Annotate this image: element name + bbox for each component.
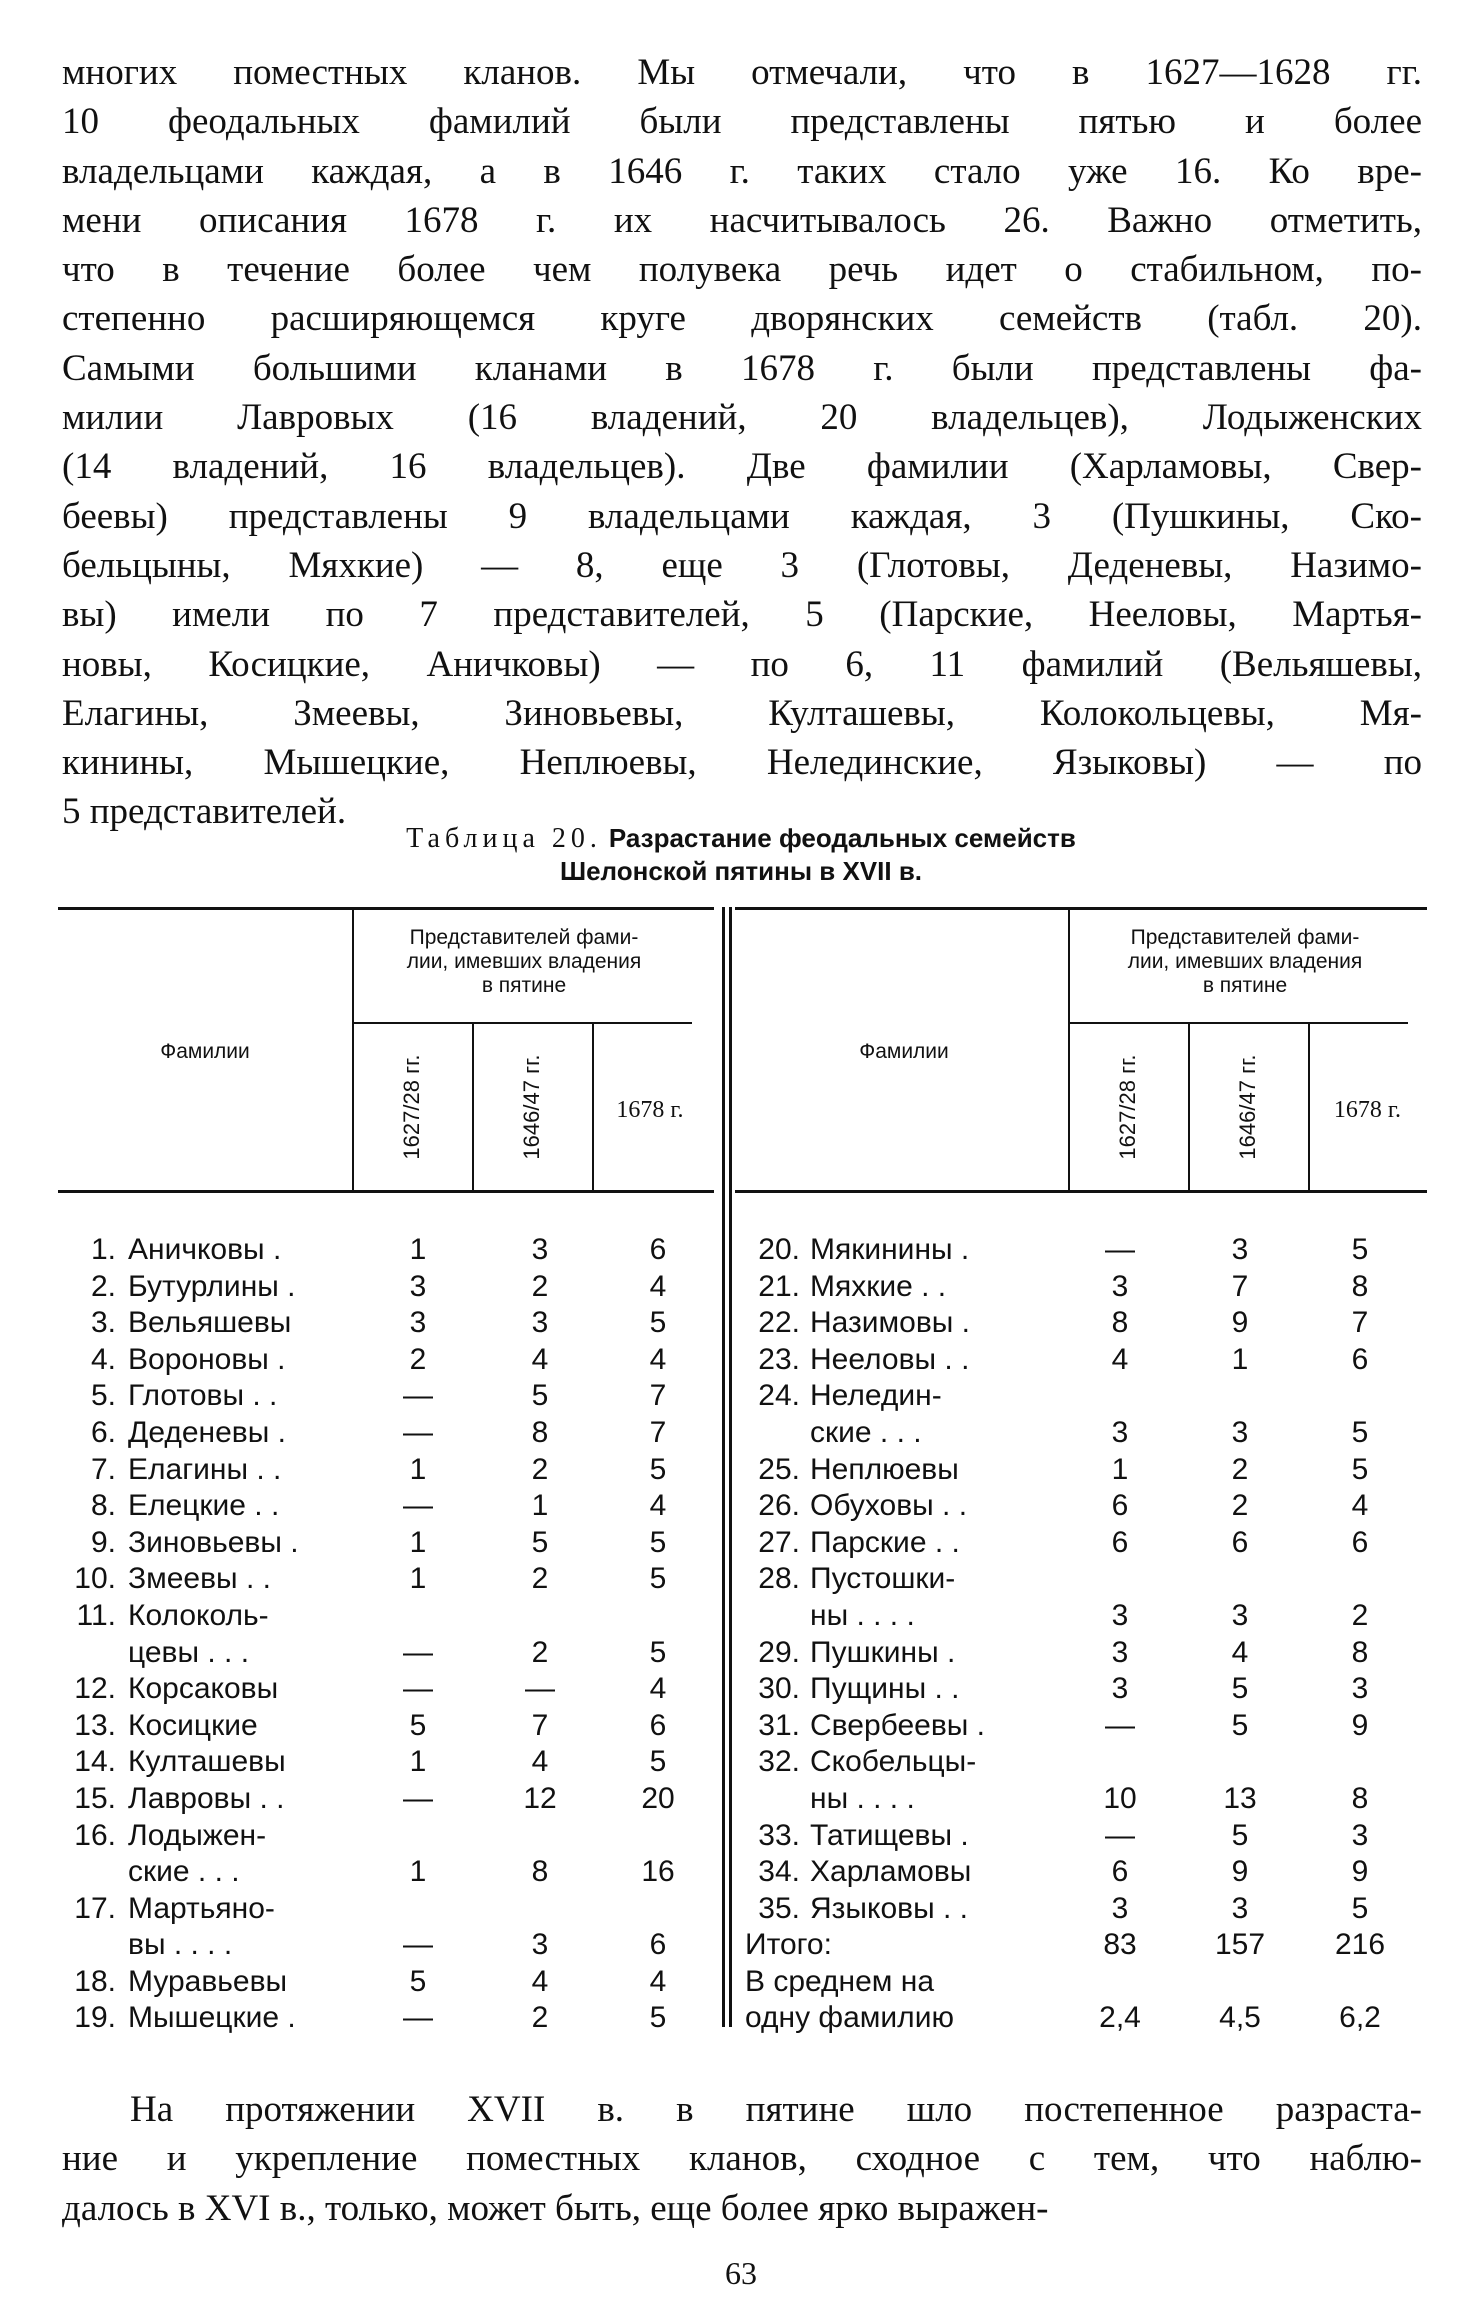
family-name: Итого: <box>745 1928 832 1962</box>
family-name: Харламовы <box>810 1855 972 1889</box>
table-row <box>58 1964 718 2001</box>
family-name: Обуховы . . <box>810 1489 968 1523</box>
row-number: 14. <box>74 1745 116 1779</box>
family-name: Парские . . <box>810 1525 960 1559</box>
table-row <box>58 1781 718 1818</box>
value-cell: 1 <box>409 1452 427 1486</box>
family-name: Мякинины . <box>810 1233 970 1266</box>
value-cell: 5 <box>649 2001 667 2035</box>
value-cell: — <box>403 2001 433 2035</box>
header-family: Фамилии <box>859 1040 949 1063</box>
value-cell: 7 <box>1351 1306 1369 1340</box>
family-name: Колоколь- <box>128 1598 269 1632</box>
table-row <box>745 1818 1425 1855</box>
family-name: Пушкины . <box>810 1635 956 1669</box>
value-cell: 1 <box>409 1745 427 1779</box>
row-number: 27. <box>758 1525 800 1559</box>
value-cell: 1 <box>409 1233 427 1266</box>
value-cell: 4 <box>531 1745 549 1779</box>
value-cell: — <box>403 1379 433 1413</box>
table-body-right <box>745 1232 1425 2037</box>
table-divider <box>729 907 732 2027</box>
table-row <box>745 1378 1425 1415</box>
family-name: Глотовы . . <box>128 1379 278 1413</box>
text-line: что в течение более чем полувека речь идет о стабильном, по- <box>62 249 1422 291</box>
caption-title-1: Разрастание феодальных семейств <box>608 823 1076 853</box>
value-cell: 4 <box>649 1342 667 1376</box>
value-cell: 5 <box>649 1745 667 1779</box>
value-cell: 5 <box>649 1306 667 1340</box>
value-cell: 10 <box>1103 1781 1137 1815</box>
table-row <box>58 1818 718 1855</box>
family-name: Корсаковы <box>128 1672 279 1706</box>
table-row <box>745 1854 1425 1891</box>
text-line: владельцами каждая, а в 1646 г. таких стало уже 16. Ко вре- <box>62 150 1422 192</box>
row-number: 16. <box>74 1818 116 1852</box>
row-number: 26. <box>758 1489 800 1523</box>
value-cell: 1 <box>409 1562 427 1596</box>
value-cell: 6 <box>1111 1525 1129 1559</box>
value-cell: 3 <box>409 1269 427 1303</box>
value-cell: 8 <box>1351 1269 1369 1303</box>
row-number: 7. <box>90 1452 116 1486</box>
value-cell: 8 <box>1111 1306 1129 1340</box>
value-cell: 9 <box>1231 1306 1249 1340</box>
value-cell: 5 <box>649 1635 667 1669</box>
text-line: многих поместных кланов. Мы отмечали, что в 1627—1628 гг. <box>62 52 1422 93</box>
row-number: 6. <box>90 1415 116 1449</box>
family-name: Вороновы . <box>128 1342 286 1376</box>
header-bottom-rule-right <box>735 1190 1427 1193</box>
row-number: 4. <box>90 1342 116 1376</box>
table-row <box>58 1891 718 1928</box>
table-row <box>58 1378 718 1415</box>
family-name: ны . . . . <box>810 1781 915 1815</box>
value-cell: 5 <box>1351 1233 1369 1266</box>
row-number: 10. <box>74 1562 116 1596</box>
value-cell: 216 <box>1334 1928 1386 1962</box>
table-row <box>745 1781 1425 1818</box>
value-cell: 83 <box>1103 1928 1137 1962</box>
value-cell: 3 <box>409 1306 427 1340</box>
value-cell: 3 <box>1111 1415 1129 1449</box>
paragraph-2 <box>62 2085 1422 2233</box>
value-cell: 2 <box>531 2001 549 2035</box>
value-cell: 6 <box>649 1233 667 1266</box>
text-line: степенно расширяющемся круге дворянских семейств (табл. 20). <box>62 298 1422 340</box>
row-number: 2. <box>90 1269 116 1303</box>
header-group-rule <box>1068 1022 1408 1024</box>
value-cell: 5 <box>1351 1415 1369 1449</box>
value-cell: 5 <box>1231 1818 1249 1852</box>
value-cell: 3 <box>531 1928 549 1962</box>
family-name: Змеевы . . <box>128 1562 271 1596</box>
value-cell: 4 <box>649 1489 667 1523</box>
value-cell: 5 <box>649 1525 667 1559</box>
caption-prefix: Таблица 20. <box>406 823 602 854</box>
row-number: 11. <box>76 1598 116 1632</box>
table-row <box>58 1232 718 1269</box>
value-cell: — <box>403 1672 433 1706</box>
table-caption <box>0 822 1482 888</box>
value-cell: 1 <box>1111 1452 1129 1486</box>
value-cell: 2 <box>531 1562 549 1596</box>
value-cell: 6 <box>1111 1489 1129 1523</box>
family-name: Деденевы . <box>128 1415 286 1449</box>
table-row <box>58 1708 718 1745</box>
table-row <box>745 1305 1425 1342</box>
family-name: Вельяшевы <box>128 1306 292 1340</box>
family-name: Мартьяно- <box>128 1891 275 1925</box>
text-line: Елагины, Змеевы, Зиновьевы, Култашевы, Колокольцевы, Мя- <box>62 692 1422 734</box>
row-number: 17. <box>74 1891 116 1925</box>
value-cell: 5 <box>531 1525 549 1559</box>
header-group-line: в пятине <box>1202 974 1288 997</box>
row-number: 20. <box>758 1233 800 1266</box>
family-name: Мяхкие . . <box>810 1269 947 1303</box>
value-cell: — <box>525 1672 555 1706</box>
value-cell: 2,4 <box>1099 2001 1141 2035</box>
row-number: 23. <box>758 1342 800 1376</box>
value-cell: 5 <box>1351 1891 1369 1925</box>
value-cell: 9 <box>1351 1855 1369 1889</box>
table-row <box>745 1269 1425 1306</box>
value-cell: — <box>403 1928 433 1962</box>
family-name: ны . . . . <box>810 1598 915 1632</box>
header-group <box>354 926 694 998</box>
table-row <box>745 1671 1425 1708</box>
value-cell: 2 <box>531 1635 549 1669</box>
family-name: Елецкие . . <box>128 1489 280 1523</box>
value-cell: 8 <box>1351 1781 1369 1815</box>
table-body-left <box>58 1232 718 2037</box>
value-cell: 4 <box>1231 1635 1249 1669</box>
value-cell: — <box>403 1415 433 1449</box>
value-cell: 6 <box>649 1928 667 1962</box>
value-cell: — <box>403 1781 433 1815</box>
header-group-line: в пятине <box>481 974 567 997</box>
value-cell: 4 <box>1351 1489 1369 1523</box>
row-number: 22. <box>758 1306 800 1340</box>
value-cell: 5 <box>409 1964 427 1998</box>
value-cell: 4 <box>531 1342 549 1376</box>
value-cell: 9 <box>1231 1855 1249 1889</box>
value-cell: 4 <box>649 1672 667 1706</box>
value-cell: 20 <box>641 1781 675 1815</box>
family-name: Татищевы . <box>810 1818 969 1852</box>
table-row <box>58 1635 718 1672</box>
family-name: Пущины . . <box>810 1672 960 1706</box>
row-number: 1. <box>90 1233 116 1266</box>
value-cell: 12 <box>523 1781 557 1815</box>
value-cell: 3 <box>1111 1269 1129 1303</box>
value-cell: 6 <box>1351 1525 1369 1559</box>
family-name: В среднем на <box>745 1964 935 1998</box>
table-row <box>745 1964 1425 2001</box>
value-cell: 6 <box>1231 1525 1249 1559</box>
table-row <box>745 1525 1425 1562</box>
family-name: Муравьевы <box>128 1964 288 1998</box>
value-cell: 8 <box>1351 1635 1369 1669</box>
table-row <box>745 2000 1425 2037</box>
value-cell: — <box>1105 1818 1135 1852</box>
table-row <box>58 1342 718 1379</box>
text-line: 5 представителей. <box>62 791 347 833</box>
value-cell: — <box>403 1489 433 1523</box>
value-cell: 9 <box>1351 1708 1369 1742</box>
value-cell: 3 <box>531 1233 549 1266</box>
table-row <box>58 1598 718 1635</box>
value-cell: 7 <box>649 1415 667 1449</box>
text-line: беевы) представлены 9 владельцами каждая, 3 (Пушкины, Ско- <box>62 495 1422 537</box>
text-line: далось в XVI в., только, может быть, еще более ярко выражен- <box>62 2187 1049 2229</box>
value-cell: 5 <box>409 1708 427 1742</box>
value-cell: 3 <box>1351 1672 1369 1706</box>
value-cell: 5 <box>649 1452 667 1486</box>
family-name: Нееловы . . <box>810 1342 970 1376</box>
family-name: ские . . . <box>810 1415 922 1449</box>
table-row <box>58 1305 718 1342</box>
value-cell: 8 <box>531 1855 549 1889</box>
value-cell: 6,2 <box>1339 2001 1381 2035</box>
header-group-line: Представителей фами- <box>1130 926 1360 949</box>
text-line: ние и укрепление поместных кланов, сходное с тем, что наблю- <box>62 2138 1422 2180</box>
row-number: 35. <box>758 1891 800 1925</box>
row-number: 29. <box>758 1635 800 1669</box>
value-cell: 7 <box>531 1708 549 1742</box>
header-family: Фамилии <box>160 1040 250 1063</box>
value-cell: 6 <box>1351 1342 1369 1376</box>
table-row <box>58 2000 718 2037</box>
family-name: Зиновьевы . <box>128 1525 299 1559</box>
text-line: На протяжении XVII в. в пятине шло постепенное разраста- <box>130 2089 1422 2130</box>
family-name: Пустошки- <box>810 1562 956 1596</box>
family-name: Култашевы <box>128 1745 286 1779</box>
text-line: 10 феодальных фамилий были представлены пятью и более <box>62 101 1422 143</box>
table-row <box>745 1452 1425 1489</box>
table-row <box>745 1635 1425 1672</box>
value-cell: 13 <box>1223 1781 1257 1815</box>
value-cell: 3 <box>1111 1598 1129 1632</box>
header-year-3: 1678 г. <box>1333 1097 1402 1123</box>
value-cell: 8 <box>531 1415 549 1449</box>
header-bottom-rule-left <box>58 1190 714 1193</box>
text-line: (14 владений, 16 владельцев). Две фамилии (Харламовы, Свер- <box>62 446 1422 488</box>
value-cell: 4 <box>649 1269 667 1303</box>
family-name: Бутурлины . <box>128 1269 296 1303</box>
value-cell: 3 <box>1231 1598 1249 1632</box>
family-name: Елагины . . <box>128 1452 282 1486</box>
value-cell: 4 <box>649 1964 667 1998</box>
family-name: Назимовы . <box>810 1306 971 1340</box>
row-number: 13. <box>74 1708 116 1742</box>
family-name: Неледин- <box>810 1379 942 1413</box>
table-row <box>745 1708 1425 1745</box>
row-number: 15. <box>74 1781 116 1815</box>
value-cell: 3 <box>1111 1672 1129 1706</box>
value-cell: 1 <box>531 1489 549 1523</box>
family-name: Языковы . . <box>810 1891 968 1925</box>
value-cell: 5 <box>1351 1452 1369 1486</box>
table-row <box>745 1891 1425 1928</box>
table-row <box>58 1525 718 1562</box>
value-cell: — <box>1105 1708 1135 1742</box>
family-name: Неплюевы <box>810 1452 959 1486</box>
text-line: кинины, Мышецкие, Неплюевы, Нелединские, Языковы) — по <box>62 742 1422 784</box>
header-year-2: 1646/47 гг. <box>519 1054 544 1160</box>
header-year-1: 1627/28 гг. <box>399 1054 424 1160</box>
table-row <box>745 1598 1425 1635</box>
text-line: бельцыны, Мяхкие) — 8, еще 3 (Глотовы, Деденевы, Назимо- <box>62 544 1422 586</box>
family-name: Аничковы . <box>128 1233 282 1266</box>
header-group-rule <box>352 1022 692 1024</box>
row-number: 33. <box>758 1818 800 1852</box>
value-cell: 1 <box>409 1855 427 1889</box>
value-cell: 3 <box>1111 1635 1129 1669</box>
table-row <box>58 1561 718 1598</box>
page-number: 63 <box>725 2255 757 2291</box>
value-cell: — <box>1105 1233 1135 1266</box>
family-name: Скобельцы- <box>810 1745 977 1779</box>
value-cell: 3 <box>1231 1891 1249 1925</box>
value-cell: 2 <box>1231 1452 1249 1486</box>
table-row <box>58 1671 718 1708</box>
value-cell: 7 <box>1231 1269 1249 1303</box>
header-group-line: Представителей фами- <box>409 926 639 949</box>
table-divider <box>722 907 725 2027</box>
value-cell: 6 <box>649 1708 667 1742</box>
header-year-2: 1646/47 гг. <box>1235 1054 1260 1160</box>
value-cell: 3 <box>1111 1891 1129 1925</box>
family-name: Косицкие <box>128 1708 258 1742</box>
row-number: 34. <box>758 1855 800 1889</box>
header-vline <box>1188 1024 1190 1190</box>
value-cell: 2 <box>531 1269 549 1303</box>
table-row <box>745 1744 1425 1781</box>
row-number: 5. <box>90 1379 116 1413</box>
value-cell: 16 <box>641 1855 675 1889</box>
value-cell: 1 <box>409 1525 427 1559</box>
header-vline <box>472 1024 474 1190</box>
value-cell: 2 <box>1351 1598 1369 1632</box>
value-cell: 3 <box>1231 1415 1249 1449</box>
family-name: ские . . . <box>128 1855 240 1889</box>
value-cell: 5 <box>531 1379 549 1413</box>
table-row <box>745 1561 1425 1598</box>
row-number: 31. <box>758 1708 800 1742</box>
table-row <box>58 1488 718 1525</box>
header-group-line: лии, имевших владения <box>406 950 642 973</box>
family-name: Лавровы . . <box>128 1781 285 1815</box>
table-row <box>58 1415 718 1452</box>
row-number: 12. <box>74 1672 116 1706</box>
header-year-3: 1678 г. <box>616 1097 684 1123</box>
table-row <box>58 1854 718 1891</box>
table-row <box>58 1744 718 1781</box>
value-cell: 3 <box>1231 1233 1249 1266</box>
value-cell: — <box>403 1635 433 1669</box>
value-cell: 7 <box>649 1379 667 1413</box>
header-group <box>1070 926 1420 998</box>
row-number: 30. <box>758 1672 800 1706</box>
row-number: 28. <box>758 1562 800 1596</box>
value-cell: 3 <box>531 1306 549 1340</box>
row-number: 9. <box>90 1525 116 1559</box>
table-row <box>58 1269 718 1306</box>
paragraph-1 <box>62 48 1422 837</box>
value-cell: 6 <box>1111 1855 1129 1889</box>
row-number: 3. <box>90 1306 116 1340</box>
value-cell: 4 <box>531 1964 549 1998</box>
row-number: 32. <box>758 1745 800 1779</box>
value-cell: 4,5 <box>1219 2001 1261 2035</box>
value-cell: 3 <box>1351 1818 1369 1852</box>
row-number: 19. <box>74 2001 116 2035</box>
table-row <box>745 1342 1425 1379</box>
row-number: 25. <box>758 1452 800 1486</box>
text-line: новы, Косицкие, Аничковы) — по 6, 11 фамилий (Вельяшевы, <box>62 643 1422 685</box>
caption-title-2: Шелонской пятины в XVII в. <box>559 856 923 886</box>
value-cell: 2 <box>1231 1489 1249 1523</box>
table-top-rule-left <box>58 907 714 910</box>
text-line: милии Лавровых (16 владений, 20 владельцев), Лодыженских <box>62 397 1422 439</box>
family-name: одну фамилию <box>745 2001 954 2035</box>
text-line: вы) имели по 7 представителей, 5 (Парские, Нееловы, Мартья- <box>62 594 1422 636</box>
value-cell: 2 <box>531 1452 549 1486</box>
table-row <box>745 1927 1425 1964</box>
header-group-line: лии, имевших владения <box>1127 950 1363 973</box>
family-name: цевы . . . <box>128 1635 250 1669</box>
value-cell: 2 <box>409 1342 427 1376</box>
family-name: вы . . . . <box>128 1928 233 1962</box>
table-row <box>745 1232 1425 1269</box>
value-cell: 157 <box>1214 1928 1266 1962</box>
family-name: Лодыжен- <box>128 1818 267 1852</box>
value-cell: 5 <box>649 1562 667 1596</box>
table-top-rule-right <box>735 907 1427 910</box>
value-cell: 4 <box>1111 1342 1129 1376</box>
text-line: мени описания 1678 г. их насчитывалось 26. Важно отметить, <box>62 199 1422 241</box>
family-name: Мышецкие . <box>128 2001 296 2035</box>
row-number: 21. <box>758 1269 800 1303</box>
value-cell: 1 <box>1231 1342 1249 1376</box>
table-row <box>58 1452 718 1489</box>
row-number: 18. <box>74 1964 116 1998</box>
table-row <box>58 1927 718 1964</box>
text-line: Самыми большими кланами в 1678 г. были представлены фа- <box>62 347 1422 389</box>
value-cell: 5 <box>1231 1708 1249 1742</box>
row-number: 24. <box>758 1379 800 1413</box>
family-name: Свербеевы . <box>810 1708 986 1742</box>
header-year-1: 1627/28 гг. <box>1115 1054 1140 1160</box>
row-number: 8. <box>90 1489 116 1523</box>
value-cell: 5 <box>1231 1672 1249 1706</box>
table-row <box>745 1488 1425 1525</box>
table-row <box>745 1415 1425 1452</box>
